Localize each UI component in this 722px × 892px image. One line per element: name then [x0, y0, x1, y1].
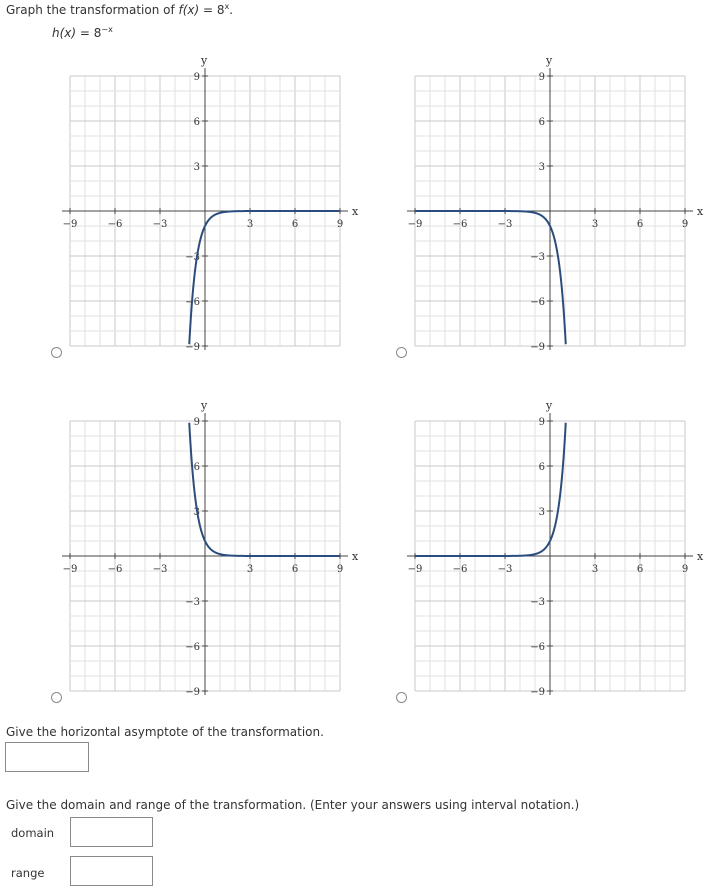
x-tick-label: 9 — [681, 564, 689, 575]
x-tick-label: 6 — [291, 564, 299, 575]
x-tick-label: −6 — [107, 219, 123, 230]
domain-label: domain — [11, 826, 55, 840]
x-axis-label: x — [697, 205, 704, 218]
f-expr-lhs: f(x) — [178, 3, 200, 17]
f-expr-eq: = 8 — [199, 3, 225, 17]
y-tick-label: 3 — [538, 507, 545, 518]
x-tick-label: 9 — [336, 219, 344, 230]
graph-option-c — [0, 385, 370, 715]
graph-option-b — [345, 40, 715, 370]
x-tick-label: −9 — [62, 219, 78, 230]
x-tick-label: 6 — [636, 219, 644, 230]
y-tick-label: 9 — [538, 417, 545, 428]
x-tick-label: −9 — [407, 564, 423, 575]
y-tick-label: 9 — [538, 72, 545, 83]
x-tick-label: −3 — [497, 564, 513, 575]
range-input[interactable] — [70, 856, 153, 886]
y-tick-label: 3 — [538, 162, 545, 173]
x-axis-label: x — [697, 550, 704, 563]
x-tick-label: 3 — [246, 219, 254, 230]
graph-c-radio[interactable] — [51, 692, 62, 703]
graph-option-d — [345, 385, 715, 715]
y-axis-label: y — [201, 399, 208, 412]
x-tick-label: −3 — [152, 219, 168, 230]
f-expr-exp: x — [224, 2, 230, 11]
y-axis-label: y — [546, 399, 553, 412]
y-tick-label: −9 — [185, 342, 200, 353]
x-tick-label: 9 — [336, 564, 344, 575]
y-tick-label: −3 — [185, 252, 200, 263]
y-axis-label: y — [546, 54, 553, 67]
graph-a-radio[interactable] — [51, 347, 62, 358]
x-tick-label: −6 — [107, 564, 123, 575]
x-tick-label: −3 — [497, 219, 513, 230]
x-tick-label: −9 — [62, 564, 78, 575]
h-expr-lhs: h(x) — [52, 26, 77, 40]
question-prompt — [6, 2, 233, 17]
transformation-expression — [52, 25, 113, 40]
x-tick-label: −9 — [407, 219, 423, 230]
y-tick-label: −6 — [185, 297, 200, 308]
asymptote-prompt: Give the horizontal asymptote of the transformation. — [6, 725, 324, 739]
x-axis-label: x — [352, 205, 359, 218]
x-tick-label: 9 — [681, 219, 689, 230]
f-expr-end: . — [229, 3, 234, 17]
x-tick-label: −6 — [452, 219, 468, 230]
graph-a-svg — [0, 40, 370, 370]
graph-option-a — [0, 40, 370, 370]
h-expr-exp: −x — [101, 25, 113, 34]
y-tick-label: 6 — [538, 117, 545, 128]
y-tick-label: −3 — [530, 252, 545, 263]
domain-input[interactable] — [70, 817, 153, 847]
graph-c-svg — [0, 385, 370, 715]
y-tick-label: 6 — [538, 462, 545, 473]
asymptote-input[interactable] — [5, 742, 89, 772]
y-tick-label: −9 — [185, 687, 200, 698]
h-expr-eq: = 8 — [76, 26, 102, 40]
y-tick-label: 9 — [193, 72, 200, 83]
y-tick-label: −3 — [530, 597, 545, 608]
x-tick-label: 3 — [591, 219, 599, 230]
x-tick-label: −3 — [152, 564, 168, 575]
y-axis-label: y — [201, 54, 208, 67]
y-tick-label: −6 — [185, 642, 200, 653]
x-tick-label: −6 — [452, 564, 468, 575]
graph-d-svg — [345, 385, 715, 715]
y-tick-label: −6 — [530, 642, 545, 653]
x-tick-label: 6 — [636, 564, 644, 575]
y-tick-label: 3 — [193, 162, 200, 173]
x-tick-label: 3 — [246, 564, 254, 575]
range-label: range — [11, 866, 45, 880]
x-tick-label: 3 — [591, 564, 599, 575]
x-axis-label: x — [352, 550, 359, 563]
y-tick-label: 6 — [193, 117, 200, 128]
y-tick-label: −6 — [530, 297, 545, 308]
graph-b-radio[interactable] — [396, 347, 407, 358]
x-tick-label: 6 — [291, 219, 299, 230]
question-prefix: Graph the transformation of — [6, 3, 179, 17]
y-tick-label: 9 — [193, 417, 200, 428]
graph-b-svg — [345, 40, 715, 370]
y-tick-label: −3 — [185, 597, 200, 608]
y-tick-label: 3 — [193, 507, 200, 518]
domain-range-prompt: Give the domain and range of the transformation. (Enter your answers using interval notation.) — [6, 798, 580, 812]
y-tick-label: −9 — [530, 687, 545, 698]
y-tick-label: −9 — [530, 342, 545, 353]
y-tick-label: 6 — [193, 462, 200, 473]
graph-d-radio[interactable] — [396, 692, 407, 703]
